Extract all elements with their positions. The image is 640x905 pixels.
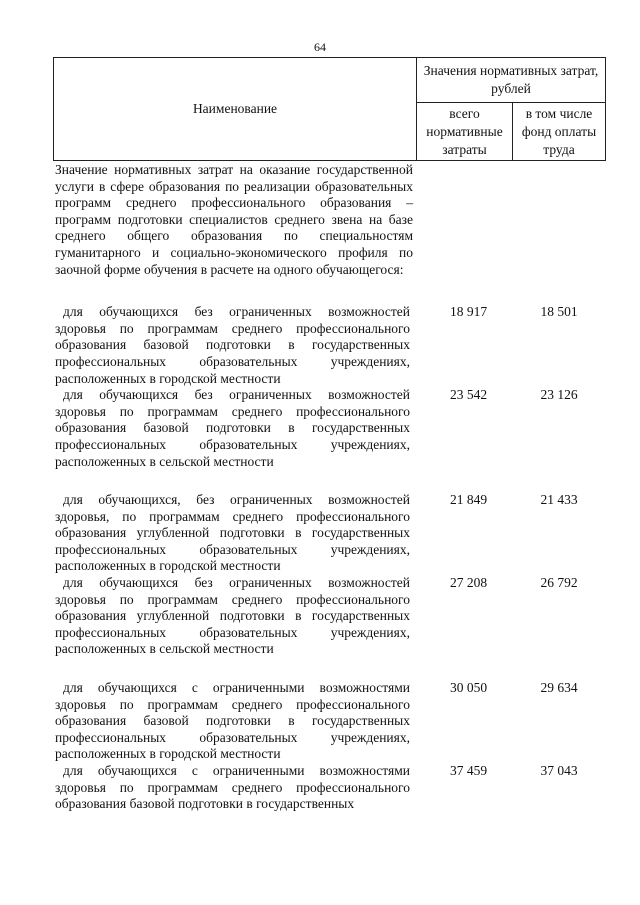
row-total-value: 23 542 (449, 387, 488, 403)
table-body (55, 162, 607, 813)
row-wage-value: 23 126 (540, 387, 578, 403)
header-total-column: всего нормативные затраты (416, 102, 513, 161)
table-row (55, 492, 607, 575)
table-row (55, 763, 607, 813)
row-wage-value: 26 792 (540, 575, 578, 591)
row-wage-value: 29 634 (540, 680, 578, 696)
row-total-value: 18 917 (449, 304, 488, 320)
table-row (55, 387, 607, 470)
row-total-value: 27 208 (449, 575, 488, 591)
header-name-column: Наименование (53, 57, 417, 161)
row-description: для обучающихся без ограниченных возможностей здоровья по программам среднего профессионального образования углубленной подготовки в государственных профессиональных образовательных учреждениях, расположенных в сельской местности (55, 575, 410, 657)
row-description: для обучающихся с ограниченными возможностями здоровья по программам среднего профессионального образования базовой подготовки в государственных профессиональных образовательных учреждениях, расположенных в городской местности (55, 680, 410, 762)
table-row (55, 680, 607, 763)
row-description: для обучающихся без ограниченных возможностей здоровья по программам среднего профессионального образования базовой подготовки в государственных профессиональных образовательных учреждениях, расположенных в городской местности (55, 304, 410, 386)
row-total-value: 37 459 (449, 763, 488, 778)
row-description: для обучающихся без ограниченных возможностей здоровья по программам среднего профессионального образования базовой подготовки в государственных профессиональных образовательных учреждениях, расположенных в сельской местности (55, 387, 410, 469)
row-description: для обучающихся с ограниченными возможностями здоровья по программам среднего профессионального образования базовой подготовки в государственных (55, 763, 410, 812)
row-total-value: 30 050 (449, 680, 488, 696)
row-description: для обучающихся, без ограниченных возможностей здоровья, по программам среднего профессионального образования углубленной подготовки в государственных профессиональных образовательных учреждениях, расположенных в городской местности (55, 492, 410, 574)
row-total-value: 21 849 (449, 492, 488, 508)
row-wage-value: 21 433 (540, 492, 578, 508)
header-wage-column: в том числе фонд оплаты труда (512, 102, 606, 161)
row-wage-value: 37 043 (540, 763, 578, 778)
section-intro: Значение нормативных затрат на оказание государственной услуги в сфере образования по реализации образовательных программ среднего профессионального образования – программ подготовки специалистов среднего звена на базе среднего общего образования по специальностям гуманитарного и социально-экономического профиля по заочной форме обучения в расчете на одного обучающегося: (55, 162, 413, 277)
row-wage-value: 18 501 (540, 304, 578, 320)
header-values-group: Значения нормативных затрат, рублей (416, 57, 606, 103)
page-number: 64 (314, 40, 326, 54)
table-row (55, 575, 607, 658)
table-row (55, 304, 607, 387)
